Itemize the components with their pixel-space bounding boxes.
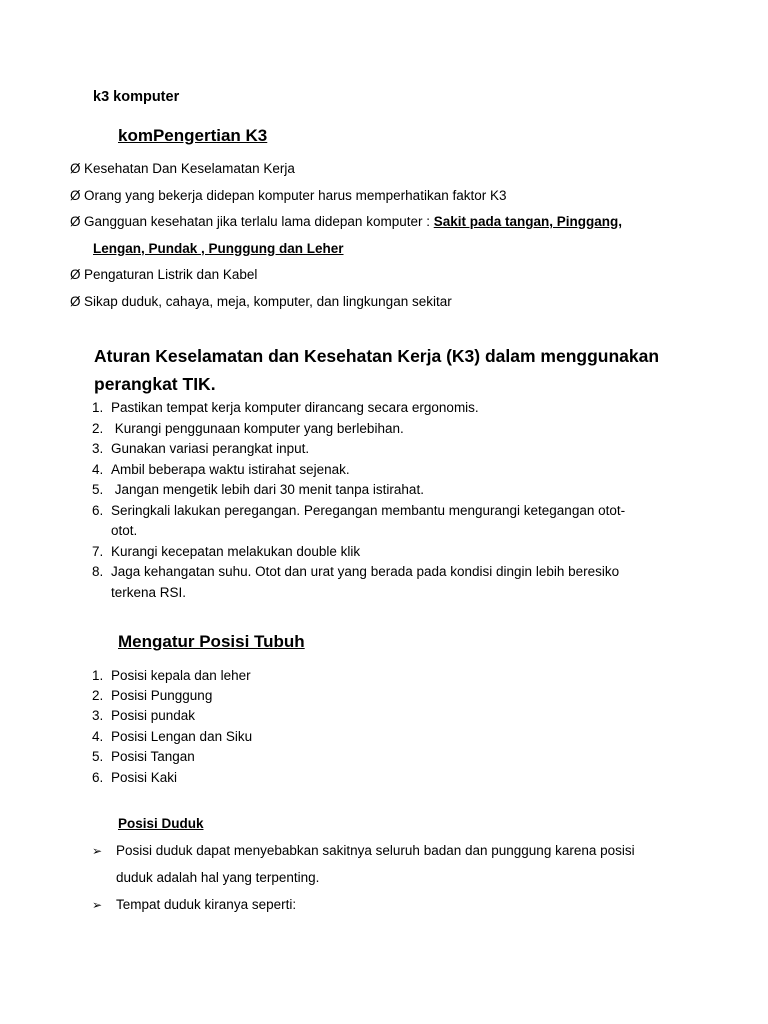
list-text: Jaga kehangatan suhu. Otot dan urat yang berada pada kondisi dingin lebih beresiko bbox=[111, 564, 620, 579]
arrow-text: Tempat duduk kiranya seperti: bbox=[116, 897, 297, 912]
list-number: 1. bbox=[92, 400, 104, 415]
list-item bbox=[92, 708, 195, 723]
list-text: Posisi Kaki bbox=[111, 770, 178, 785]
list-item bbox=[92, 482, 424, 497]
list-number: 8. bbox=[92, 564, 104, 579]
arrow-bullet-icon: ➢ bbox=[92, 844, 103, 858]
bullet-mark: Ø bbox=[70, 214, 81, 229]
heading-mengatur-posisi-tubuh: Mengatur Posisi Tubuh bbox=[118, 632, 305, 651]
list-number: 5. bbox=[92, 749, 104, 764]
list-item bbox=[92, 503, 625, 518]
list-text: Posisi Tangan bbox=[111, 749, 195, 764]
arrow-item bbox=[92, 843, 635, 858]
bullet-text: Sikap duduk, cahaya, meja, komputer, dan lingkungan sekitar bbox=[84, 294, 452, 309]
bullet-text: Gangguan kesehatan jika terlalu lama didepan komputer : bbox=[84, 214, 434, 229]
list-number: 3. bbox=[92, 708, 104, 723]
bullet-text: Kesehatan Dan Keselamatan Kerja bbox=[84, 161, 295, 176]
list-item bbox=[92, 729, 252, 744]
list-text: Kurangi penggunaan komputer yang berlebihan. bbox=[111, 421, 404, 436]
list-number: 5. bbox=[92, 482, 104, 497]
list-item bbox=[92, 564, 619, 579]
list-item bbox=[92, 544, 360, 559]
list-text: Seringkali lakukan peregangan. Peregangan membantu mengurangi ketegangan otot- bbox=[111, 503, 626, 518]
list-number: 3. bbox=[92, 441, 104, 456]
bullet-mark: Ø bbox=[70, 294, 81, 309]
arrow-item bbox=[92, 897, 296, 912]
list-text: Posisi Punggung bbox=[111, 688, 213, 703]
list-item bbox=[92, 441, 309, 456]
list-text: Posisi Lengan dan Siku bbox=[111, 729, 253, 744]
list-number: 1. bbox=[92, 668, 104, 683]
bullet-item bbox=[70, 161, 295, 176]
list-item bbox=[92, 400, 479, 415]
list-item bbox=[92, 462, 350, 477]
list-text: Gunakan variasi perangkat input. bbox=[111, 441, 310, 456]
list-text: Posisi kepala dan leher bbox=[111, 668, 251, 683]
bullet-item bbox=[70, 214, 622, 229]
bullet-item bbox=[70, 294, 452, 309]
list-item bbox=[92, 749, 195, 764]
bullet-mark: Ø bbox=[70, 188, 81, 203]
bullet-emphasis: Sakit pada tangan, Pinggang, bbox=[433, 214, 623, 229]
list-text: Posisi pundak bbox=[111, 708, 196, 723]
arrow-text: Posisi duduk dapat menyebabkan sakitnya seluruh badan dan punggung karena posisi bbox=[116, 843, 635, 858]
list-number: 6. bbox=[92, 503, 104, 518]
heading-pengertian-k3: komPengertian K3 bbox=[118, 126, 268, 145]
list-item bbox=[92, 668, 251, 683]
bullet-item bbox=[70, 188, 507, 203]
list-item bbox=[92, 688, 212, 703]
document-title: k3 komputer bbox=[93, 89, 180, 105]
list-number: 6. bbox=[92, 770, 104, 785]
bullet-emphasis-continuation: Lengan, Pundak , Punggung dan Leher bbox=[93, 241, 344, 256]
list-text-continuation: terkena RSI. bbox=[111, 585, 187, 600]
list-number: 4. bbox=[92, 462, 104, 477]
heading-aturan-k3-line1: Aturan Keselamatan dan Kesehatan Kerja (K3) dalam menggunakan bbox=[94, 346, 660, 366]
bullet-mark: Ø bbox=[70, 161, 81, 176]
bullet-text: Orang yang bekerja didepan komputer harus memperhatikan faktor K3 bbox=[84, 188, 507, 203]
list-item bbox=[92, 421, 404, 436]
list-text: Kurangi kecepatan melakukan double klik bbox=[111, 544, 361, 559]
list-text: Pastikan tempat kerja komputer dirancang secara ergonomis. bbox=[111, 400, 479, 415]
list-text: Jangan mengetik lebih dari 30 menit tanpa istirahat. bbox=[111, 482, 424, 497]
arrow-text-continuation: duduk adalah hal yang terpenting. bbox=[116, 870, 320, 885]
list-item bbox=[92, 770, 177, 785]
list-number: 4. bbox=[92, 729, 104, 744]
heading-aturan-k3-line2: perangkat TIK. bbox=[94, 374, 216, 394]
bullet-item bbox=[70, 267, 257, 282]
list-number: 2. bbox=[92, 688, 104, 703]
bullet-text: Pengaturan Listrik dan Kabel bbox=[84, 267, 258, 282]
arrow-bullet-icon: ➢ bbox=[92, 898, 103, 912]
bullet-mark: Ø bbox=[70, 267, 81, 282]
heading-posisi-duduk: Posisi Duduk bbox=[118, 816, 204, 831]
list-text: Ambil beberapa waktu istirahat sejenak. bbox=[111, 462, 350, 477]
list-number: 7. bbox=[92, 544, 104, 559]
list-number: 2. bbox=[92, 421, 104, 436]
list-text-continuation: otot. bbox=[111, 523, 138, 538]
